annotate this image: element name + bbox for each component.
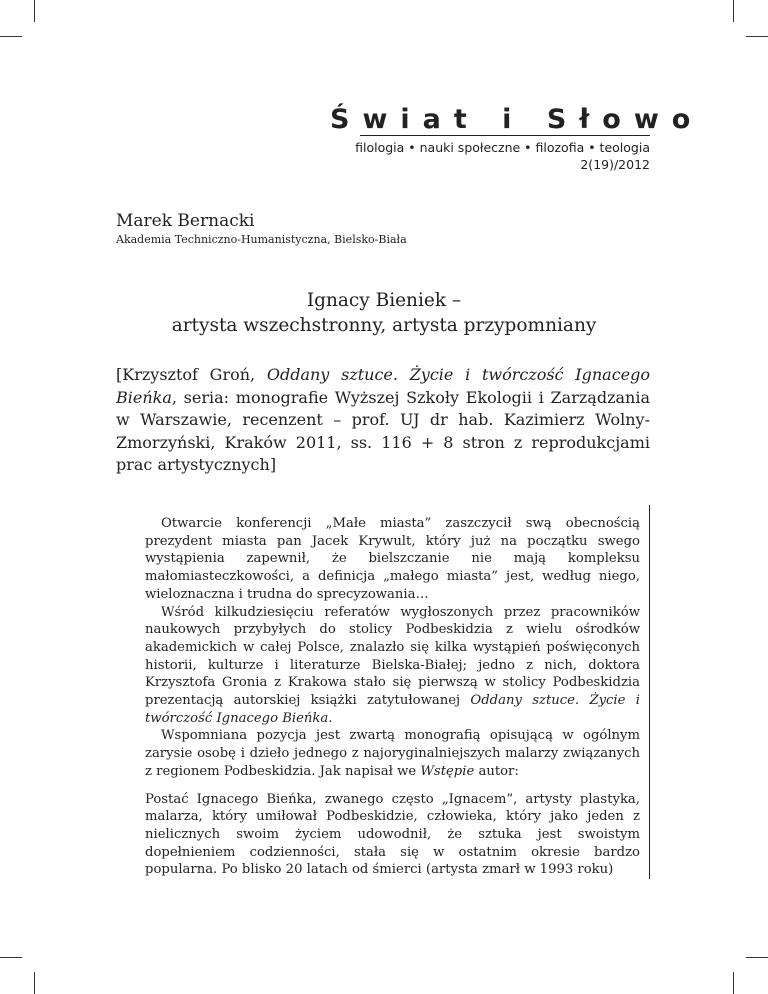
article-title-line1: Ignacy Bieniek – — [306, 290, 462, 311]
author-name: Marek Bernacki — [116, 211, 255, 231]
crop-mark — [34, 972, 35, 994]
article-title — [100, 288, 668, 338]
paragraph: Otwarcie konferencji „Małe miasta” zaszczycił swą obecnością prezydent miasta pan Jacek Krywult, który już na początku swego wystąpienia zapewnił, że bielszczanie nie mają kompleksu małomiasteczkowości, a definicja „małego miasta” jest, według niego, wieloznaczna i trudna do sprecyzowania… — [145, 516, 640, 602]
journal-disciplines: filologia • nauki społeczne • filozofia • teologia — [355, 140, 650, 155]
quote-text: Postać Ignacego Bieńka, zwanego często „Ignacem”, artysty plastyka, malarza, który umiłował Podbeskidzie, człowieka, który jako jeden z nielicznych swoim życiem udowodnił, że sztuka jest swoistym dopełnieniem codzienności, stała się w ostatnim okresie bardzo popularna. Po blisko 20 latach od śmierci (artysta zmarł w 1993 roku) — [145, 791, 640, 878]
text: autor: — [474, 763, 519, 779]
bibliographic-note — [116, 364, 650, 477]
paragraph — [145, 604, 640, 728]
crop-mark — [0, 36, 22, 37]
issue-number: 2(19)/2012 — [580, 157, 650, 172]
crop-mark — [746, 36, 768, 37]
journal-title: Świat i Słowo — [330, 104, 704, 135]
book-title: Oddany sztuce. Życie i twórczość Ignacego Bieńka — [116, 365, 651, 407]
block-quote — [145, 791, 640, 880]
crop-mark — [0, 957, 22, 958]
article-body — [145, 515, 640, 879]
section-ref-italic: Wstępie — [420, 763, 475, 779]
text: Wspomniana pozycja jest zwartą monografią opisującą w ogólnym zarysie osobę i dzieło jednego z najoryginalniejszych malarzy związanych z regionem Podbeskidzia. Jak napisał we — [145, 728, 640, 779]
crop-mark — [733, 0, 734, 22]
crop-mark — [733, 972, 734, 994]
author-affiliation: Akademia Techniczno-Humanistyczna, Bielsko-Biała — [116, 233, 407, 246]
crop-mark — [34, 0, 35, 22]
crop-mark — [746, 957, 768, 958]
bib-text: [Krzysztof Groń, — [116, 365, 267, 384]
bib-text: , seria: monografie Wyższej Szkoły Ekologii i Zarządzania w Warszawie, recenzent – prof. UJ dr hab. Kazimierz Wolny-Zmorzyński, Kraków 2011, ss. 116 + 8 stron z reprodukcjami prac artystycznych] — [116, 387, 650, 474]
book-title-italic: Oddany sztuce. Życie i twórczość Ignacego Bieńka — [145, 693, 640, 726]
paragraph — [145, 727, 640, 780]
text: . — [328, 710, 333, 726]
text: Wśród kilkudziesięciu referatów wygłoszonych przez pracowników naukowych przybyłych do stolicy Podbeskidzia z wielu ośrodków akademickich w całej Polsce, znalazło się kilka wystąpień poświęconych historii, kulturze i literaturze Bielska-Białej; jedno z nich, doktora Krzysztofa Gronia z Krakowa stało się pierwszą w stolicy Podbeskidzia prezentacją autorskiej książki zatytułowanej — [145, 604, 640, 709]
margin-rule — [649, 505, 650, 879]
article-title-line2: artysta wszechstronny, artysta przypomniany — [171, 315, 597, 336]
header-divider — [360, 135, 650, 136]
